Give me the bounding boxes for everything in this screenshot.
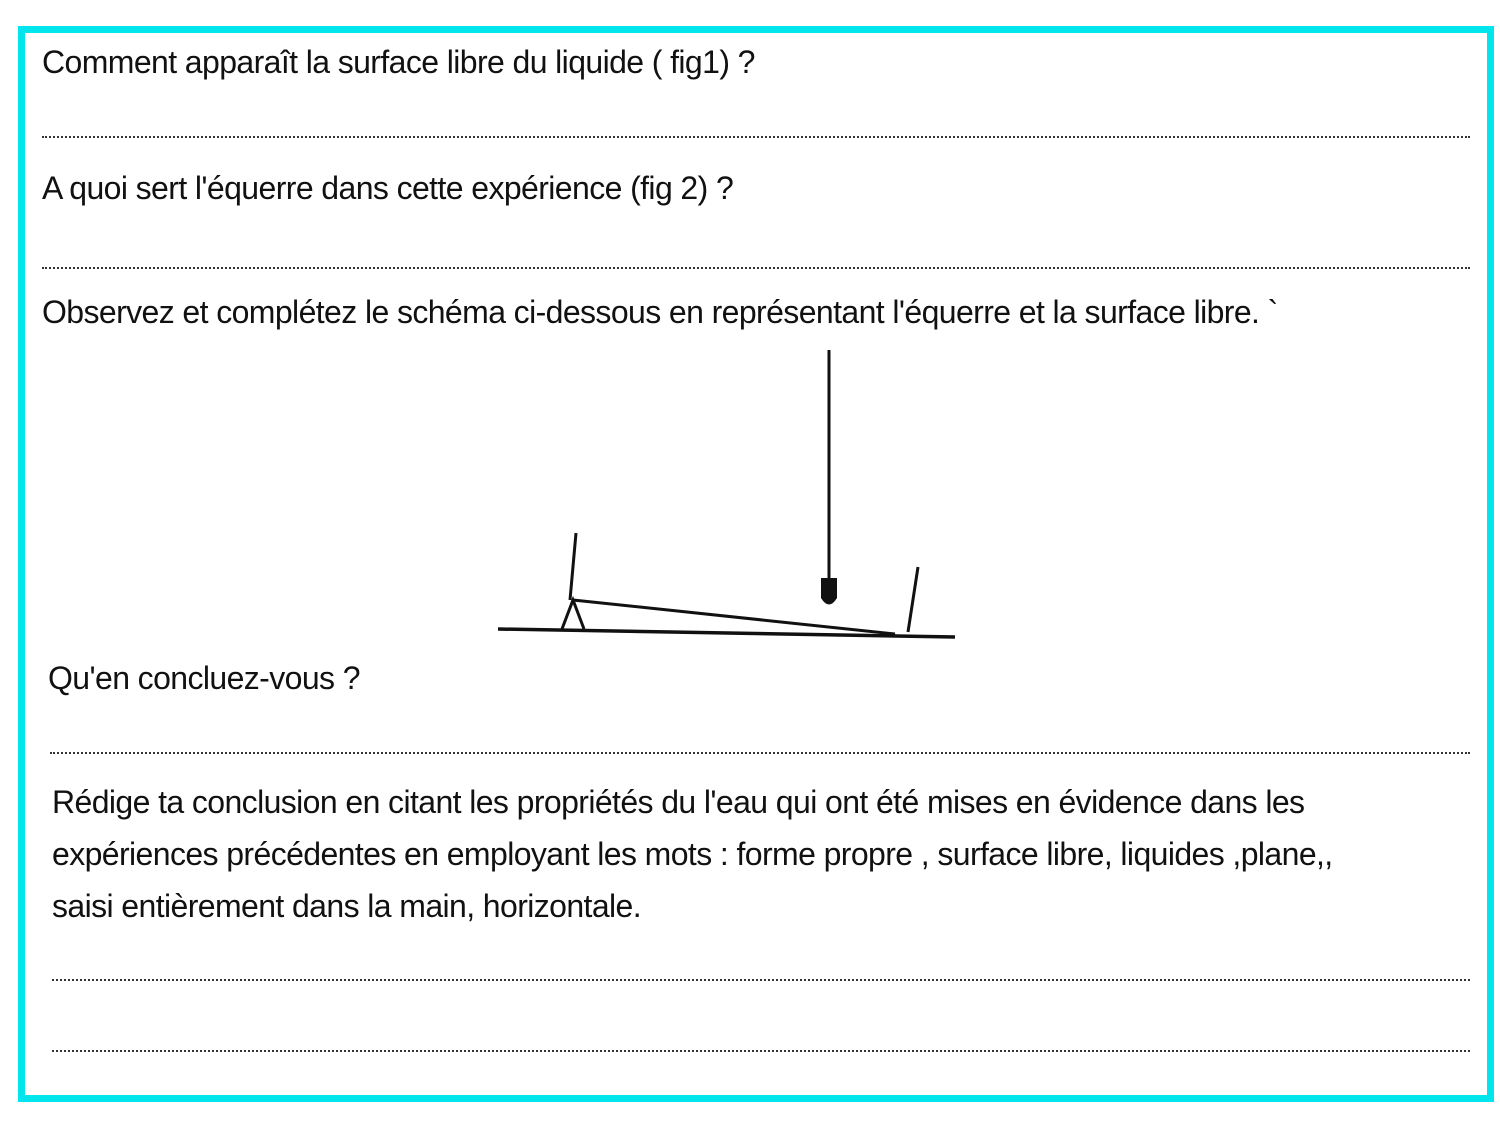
left-upright xyxy=(570,533,576,600)
right-upright xyxy=(908,567,918,632)
question-1: Comment apparaît la surface libre du liquide ( fig1) ? xyxy=(42,44,755,80)
left-support xyxy=(562,600,584,629)
answer-line-1[interactable] xyxy=(42,136,1470,138)
answer-line-2[interactable] xyxy=(42,267,1470,269)
plumb-bob-icon xyxy=(821,578,837,605)
question-3: Observez et complétez le schéma ci-dessous en représentant l'équerre et la surface libre. ` xyxy=(42,294,1278,330)
answer-line-3[interactable] xyxy=(50,752,1470,754)
conclusion-line-3: saisi entièrement dans la main, horizontale. xyxy=(52,888,642,924)
question-2: A quoi sert l'équerre dans cette expérience (fig 2) ? xyxy=(42,170,734,206)
conclusion-line-2: expériences précédentes en employant les mots : forme propre , surface libre, liquides ,plane,, xyxy=(52,836,1333,872)
plumb-line-diagram xyxy=(480,345,980,655)
question-4: Qu'en concluez-vous ? xyxy=(48,660,360,696)
answer-line-4[interactable] xyxy=(52,979,1470,981)
conclusion-instructions xyxy=(52,776,1333,932)
answer-line-5[interactable] xyxy=(52,1050,1470,1052)
conclusion-line-1: Rédige ta conclusion en citant les propriétés du l'eau qui ont été mises en évidence dans les xyxy=(52,784,1305,820)
level-bar xyxy=(573,600,895,634)
